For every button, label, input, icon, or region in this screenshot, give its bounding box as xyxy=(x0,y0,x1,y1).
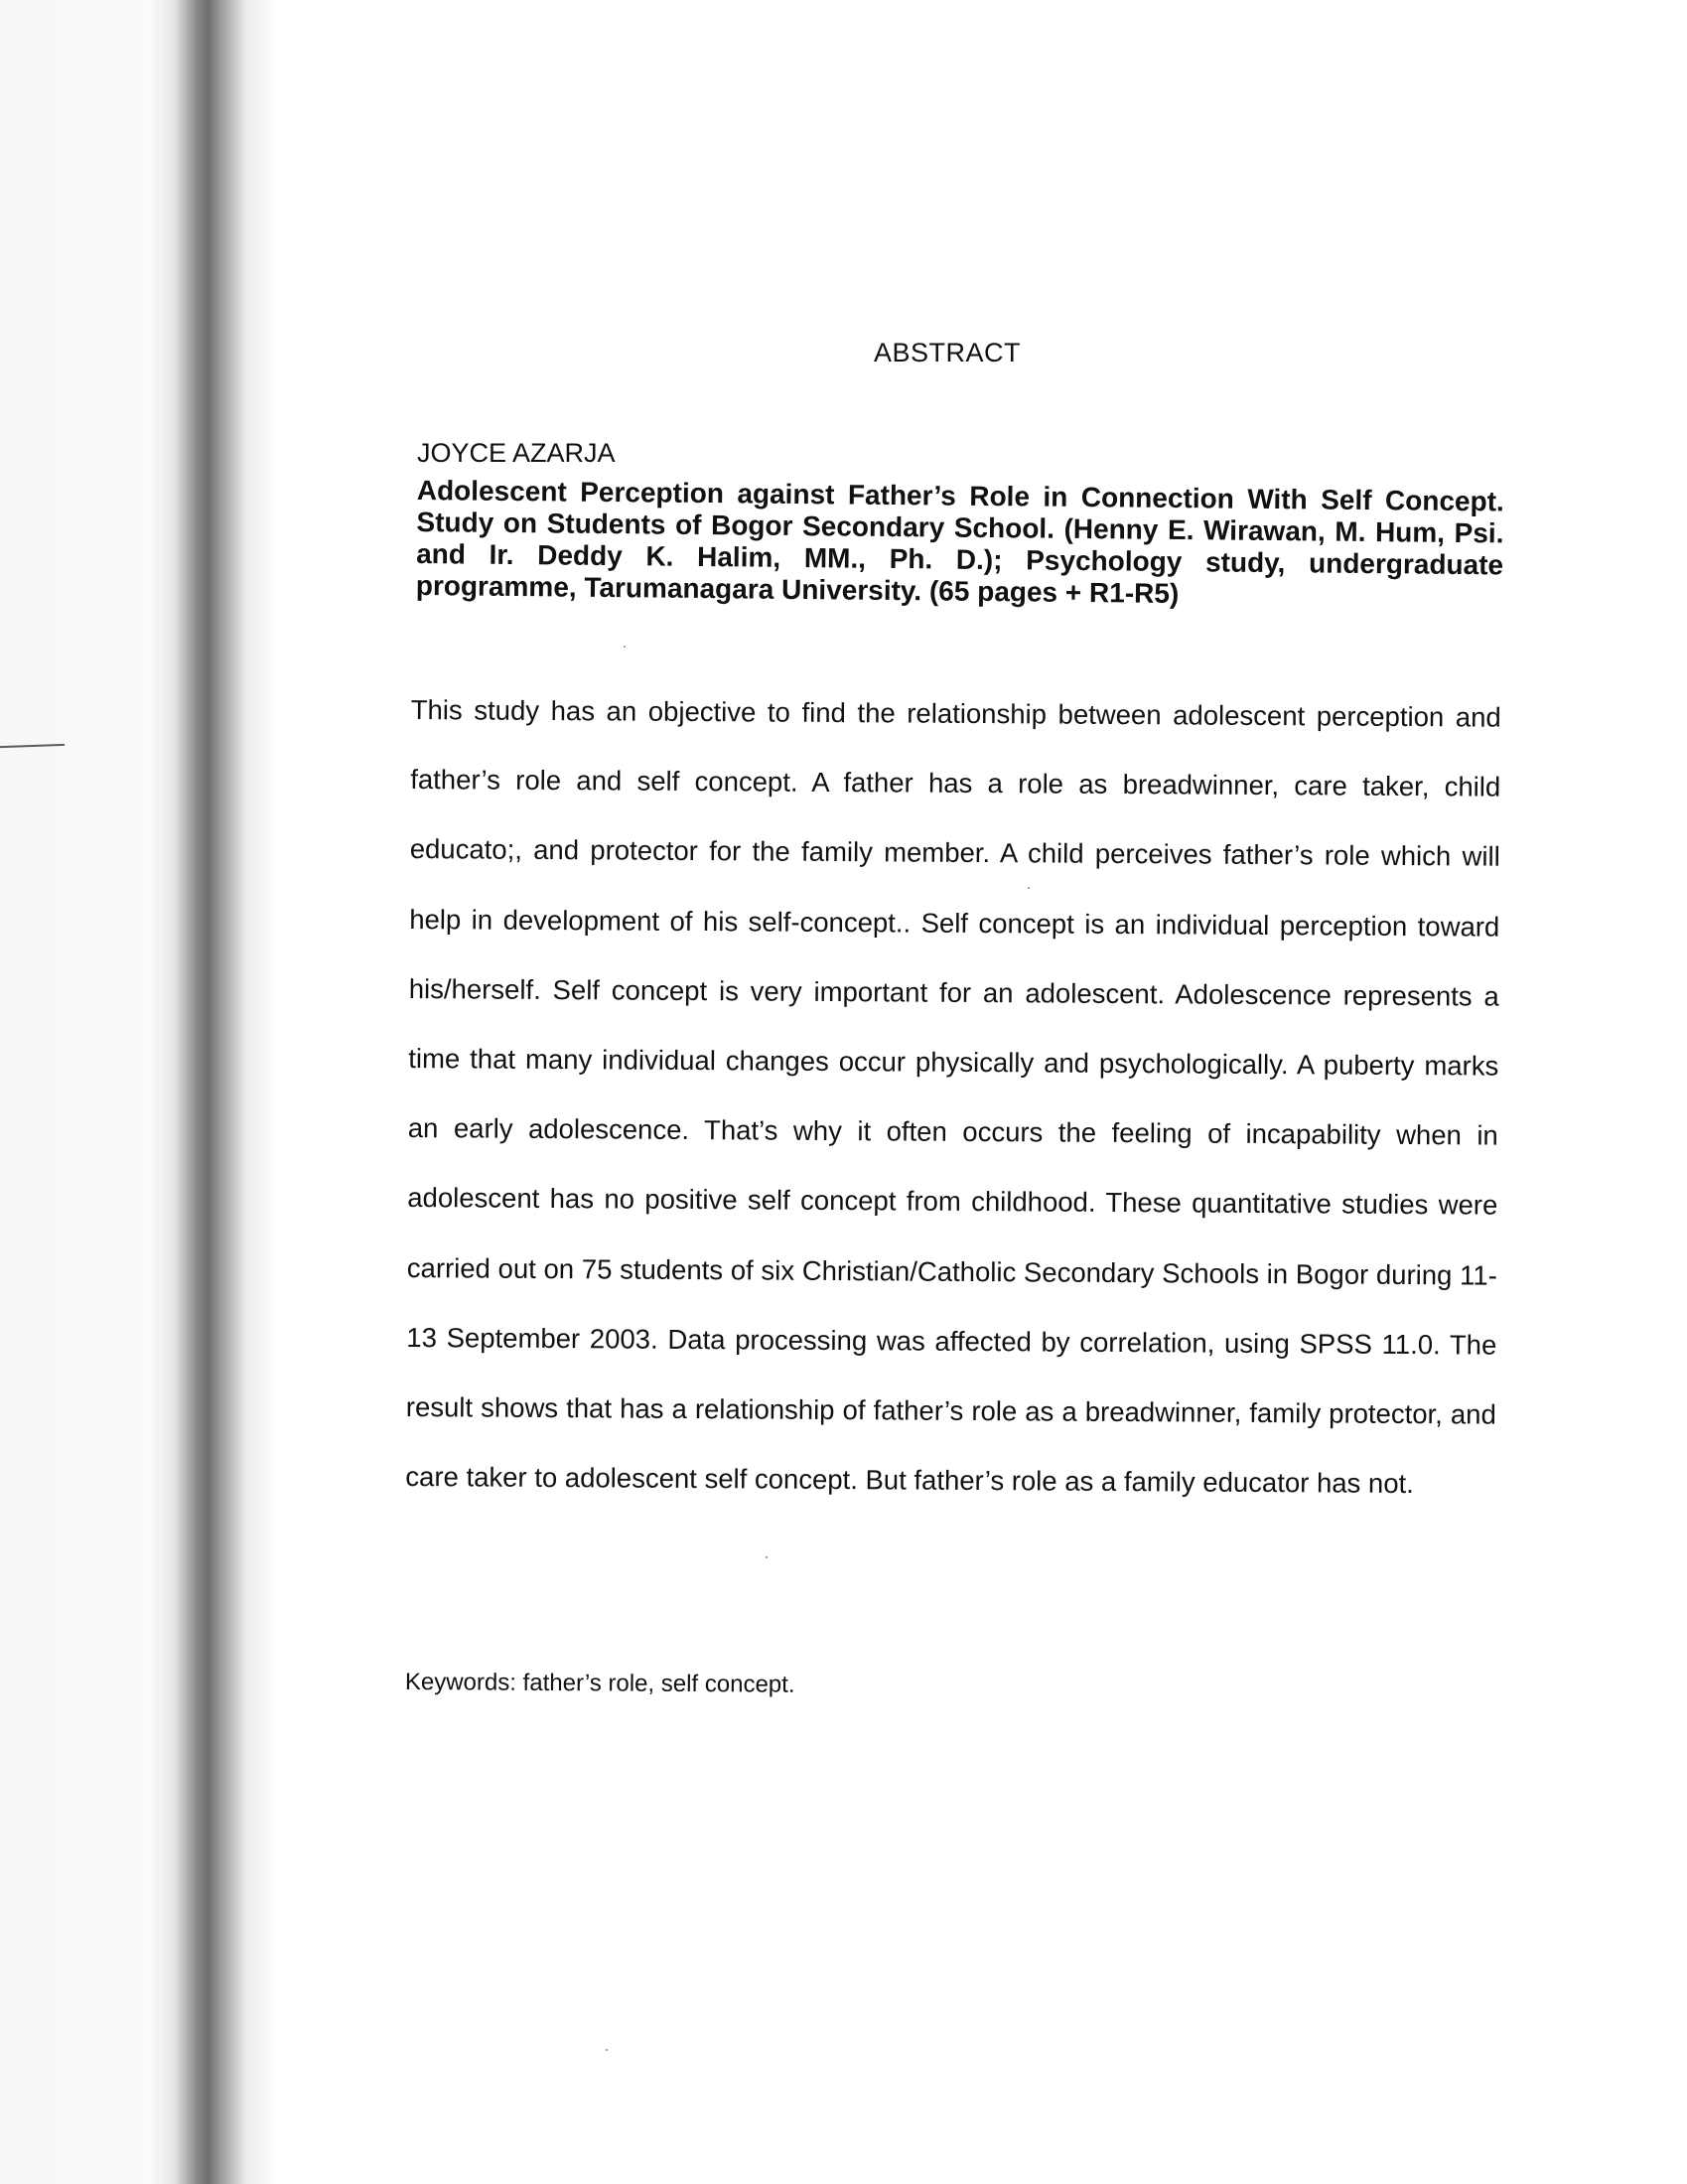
scan-speck xyxy=(1028,887,1030,889)
abstract-body: This study has an objective to find the relationship between adolescent perception and father’s role and self concept. A father has a role as breadwinner, care taker, child educato;, and protector for the family member. A child perceives father’s role which will help in development of his self-concept.. Self concept is an individual perception toward his/herself. Self concept is very important for an adolescent. Adolescence represents a time that many individual changes occur physically and psychologically. A puberty marks an early adolescence. That’s why it often occurs the feeling of incapability when in adolescent has no positive self concept from childhood. These quantitative studies were carried out on 75 students of six Christian/Catholic Secondary Schools in Bogor during 11-13 September 2003. Data processing was affected by correlation, using SPSS 11.0. The result shows that has a relationship of father’s role as a breadwinner, family protector, and care taker to adolescent self concept. But father’s role as a family educator has not. xyxy=(405,693,1501,1500)
keywords-line: Keywords: father’s role, self concept. xyxy=(404,1669,795,1698)
page-title: ABSTRACT xyxy=(874,338,1022,367)
scan-speck xyxy=(606,2049,608,2051)
book-spine-shadow xyxy=(149,0,278,2184)
author-name: JOYCE AZARJA xyxy=(417,438,616,468)
scan-left-margin xyxy=(0,0,159,2184)
scan-speck xyxy=(766,1556,768,1558)
citation-block: Adolescent Perception against Father’s Role in Connection With Self Concept. Study on Students of Bogor Secondary School. (Henny E. Wirawan, M. Hum, Psi. and Ir. Deddy K. Halim, MM., Ph. D.); Psychology study, undergraduate programme, Tarumanagara University. (65 pages + R1-R5) xyxy=(415,475,1504,610)
scan-speck xyxy=(624,646,626,648)
